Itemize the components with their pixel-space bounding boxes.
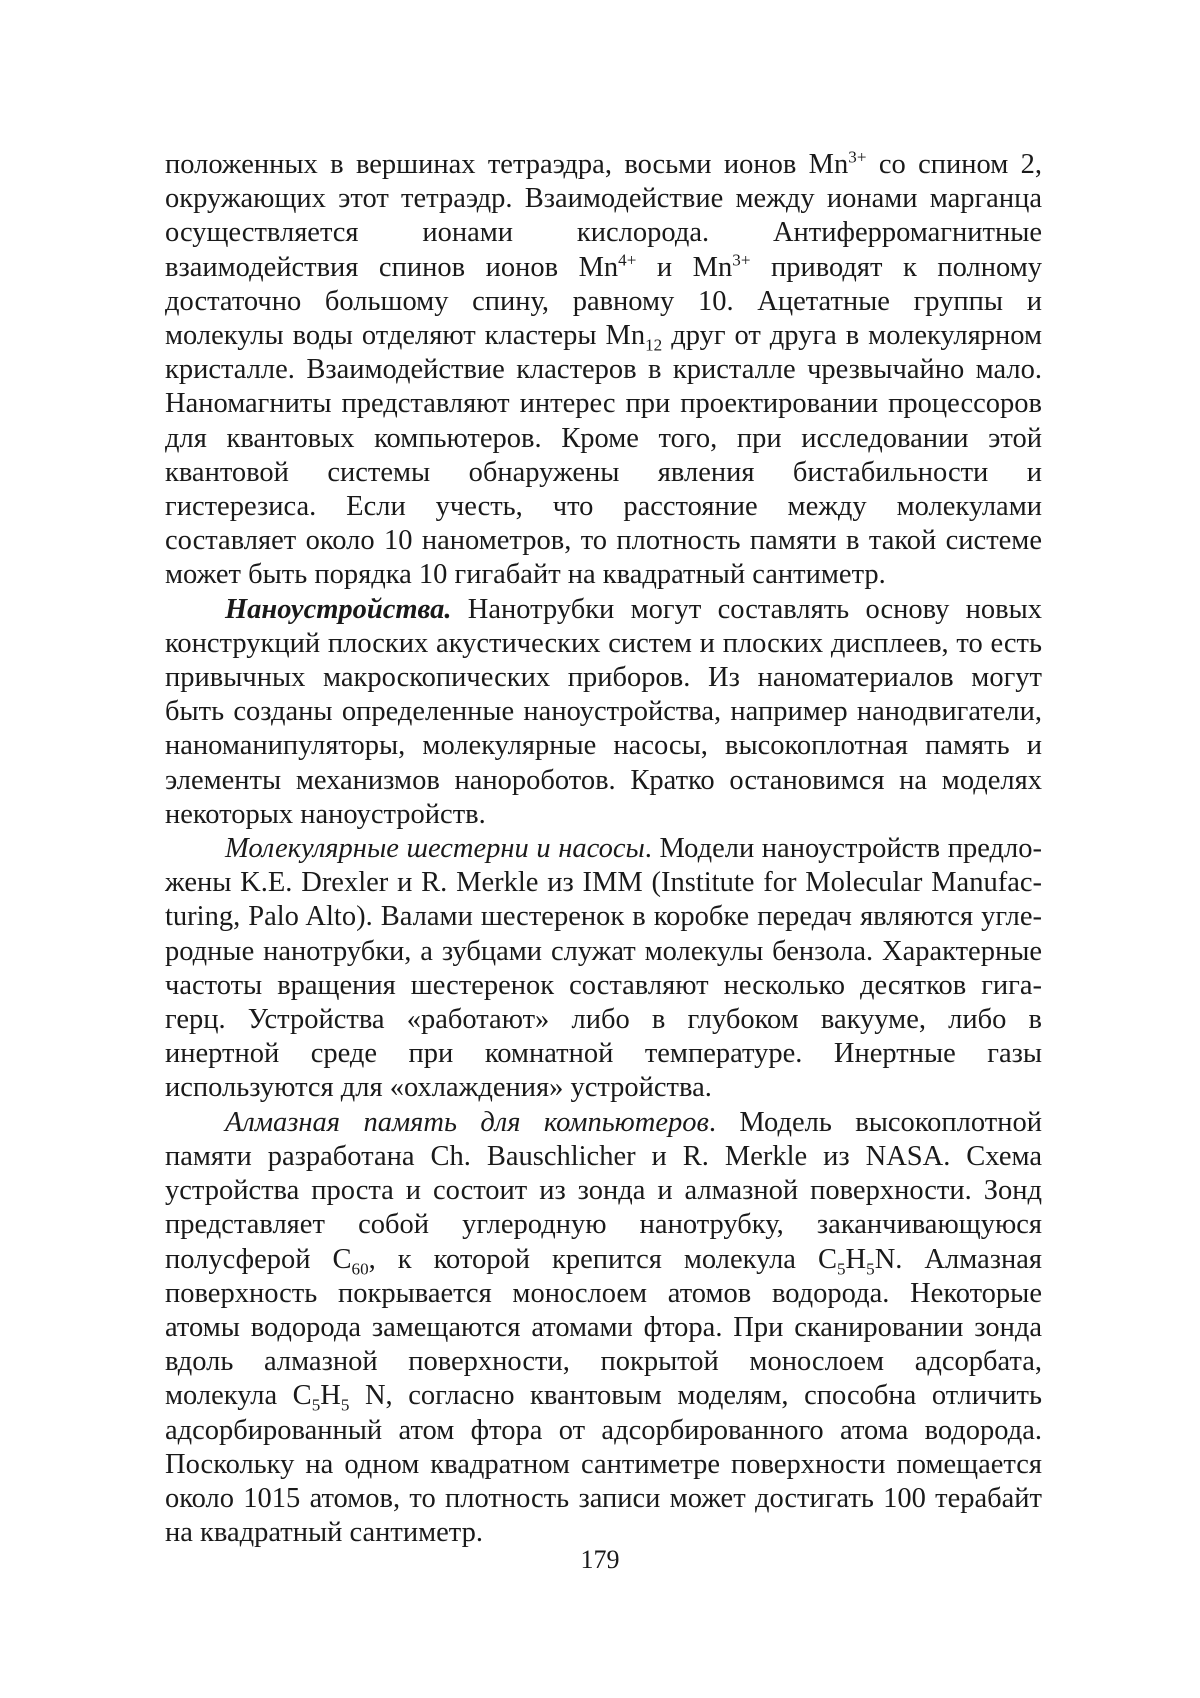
text-run: . Модели наноустройств предложены K.E. Drexler и R. Merkle из IMM (Institute for Molecular Manufacturing, Palo Alto). Валами шестеренок в коробке передач являются углеродные нанотрубки, а зубцами служат молекулы бензола. Характерные частоты вращения шестеренок составляют несколько десятков гигагерц. Устройства «работают» либо в глубоком вакууме, либо в инертной среде при комнатной температуре. Инертные газы используются для «охлаждения» устройства. — [165, 833, 1042, 1104]
subscript: 5 — [866, 1259, 875, 1279]
text-run: друг от друга в молекулярном кристалле. Взаимодействие кластеров в кристалле чрезвычайно мало. Наномагниты представляют интерес при проектировании процессоров для квантовых компьютеров. Кроме того, при исследовании этой квантовой системы обнаружены явления бистабильности и гистерезиса. Если учесть, что расстояние между молекулами составляет около 10 нанометров, то плотность памяти в такой системе может быть порядка 10 гигабайт на квадратный сантиметр. — [165, 320, 1042, 591]
subscript: 5 — [340, 1396, 350, 1415]
paragraph-molecular-gears — [165, 832, 1042, 1106]
text-run: , к которой крепится молекула C — [368, 1243, 837, 1275]
subsection-heading: Молекулярные шестерни и насосы — [225, 833, 645, 865]
text-run: Нанотрубки могут составлять основу новых конструкций плоских акустических систем и плоских дисплеев, то есть привычных макроскопических приборов. Из наноматериалов могут быть созданы определенные наноустройства, например нанодвигатели, наноманипуляторы, молекулярные насосы, высокоплотная память и элементы механизмов нанороботов. Кратко остановимся на моделях некоторых наноустройств. — [165, 593, 1042, 830]
superscript: 3+ — [732, 250, 751, 270]
paragraph-diamond-memory — [165, 1106, 1042, 1551]
text-run: . Модель высокоплотной памяти разработана Ch. Bauschlicher и R. Merkle из NASA. Схема устройства проста и состоит из зонда и алмазной поверхности. Зонд представляет собой углеродную нанотрубку, заканчивающуюся полусферой C — [165, 1106, 1042, 1275]
superscript: 4+ — [618, 250, 637, 270]
paragraph-nanodevices — [165, 593, 1042, 832]
body-text — [165, 148, 1042, 1550]
subsection-heading: Алмазная память для компьютеров — [225, 1106, 709, 1138]
page-number: 179 — [580, 1545, 620, 1574]
paragraph-nanomagnets — [165, 148, 1042, 593]
text-run: N, согласно квантовым моделям, способна отличить адсорбированный атом фтора от адсорбированного атома водорода. Поскольку на одном квадратном сантиметре поверхности помещается около 1015 атомов, то плотность записи может достигать 100 терабайт на квадратный сантиметр. — [165, 1380, 1042, 1549]
text-run: и Mn — [636, 251, 733, 283]
section-heading: Наноустройства. — [225, 593, 452, 625]
subscript: 5 — [837, 1259, 846, 1279]
subscript: 60 — [351, 1259, 369, 1279]
superscript: 3+ — [848, 147, 867, 167]
text-run: H — [845, 1243, 867, 1275]
text-run: положенных в вершинах тетраэдра, восьми ионов Mn — [165, 149, 849, 180]
subscript: 5 — [311, 1396, 321, 1415]
text-run: H — [320, 1380, 341, 1412]
text-run: N. Алмазная поверхность покрывается монослоем атомов водорода. Некоторые атомы водорода замещаются атомами фтора. При сканировании зонда вдоль алмазной поверхности, покрытой монослоем адсорбата, молекула C — [165, 1243, 1042, 1412]
text-run: со спином 2, окружающих этот тетраэдр. Взаимодействие между ионами марганца осуществляется ионами кислорода. Антиферромагнитные взаимодействия спинов ионов Mn — [165, 149, 1042, 283]
subscript: 12 — [645, 335, 663, 355]
text-run: приводят к полному достаточно большому спину, равному 10. Ацетатные группы и молекулы воды отделяют кластеры Mn — [165, 251, 1042, 352]
